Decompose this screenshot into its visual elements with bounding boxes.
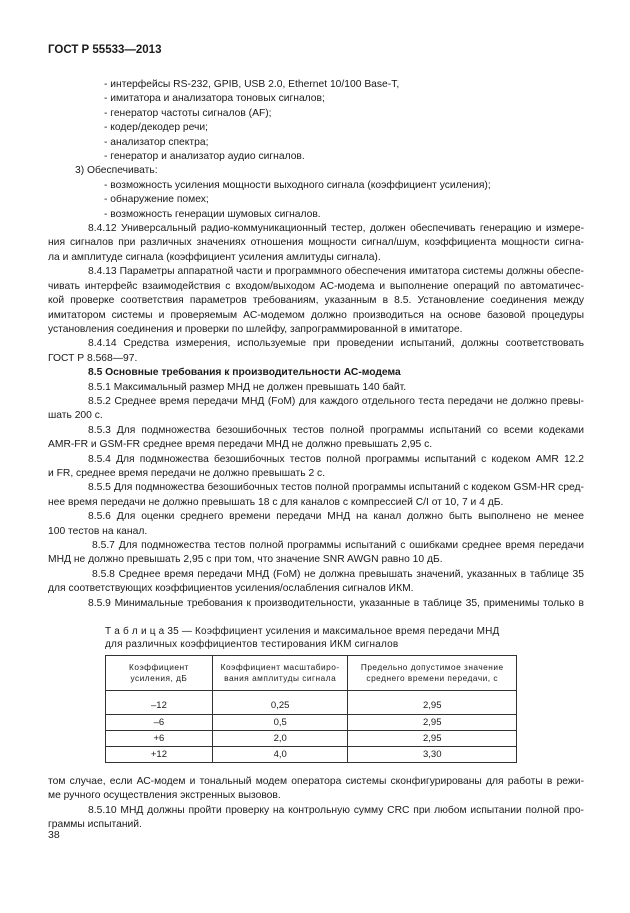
table-cell: 2,95	[348, 731, 517, 747]
paragraph-line: 100 тестов на канал.	[48, 525, 148, 537]
paragraph-line: кой проверке соответствия параметров требованиям, указанным в 8.5. Установление соединения между	[48, 295, 584, 307]
table-row	[106, 691, 517, 715]
table-cell: 2,95	[348, 691, 517, 715]
table-cell: 0,5	[212, 715, 348, 731]
paragraph-line: 8.5.9 Минимальные требования к производительности, указанные в таблице 35, применимы только в	[88, 597, 584, 609]
table-caption-line: Т а б л и ц а 35 — Коэффициент усиления и максимальное время передачи МНД	[105, 626, 500, 638]
table-caption	[48, 625, 584, 651]
paragraph-line: 8.5.10 МНД должны пройти проверку на контрольную сумму CRC при любом испытании полной про-	[88, 804, 584, 816]
body-text	[48, 78, 584, 833]
table-caption-line: для различных коэффициентов тестирования ИКМ сигналов	[105, 639, 399, 651]
paragraph-line: 8.5.4 Для подмножества безошибочных тестов полной программы испытаний с кодеком AMR 12.2	[88, 453, 584, 465]
list-item: - генератор и анализатор аудио сигналов.	[104, 151, 305, 163]
table-cell: 3,30	[348, 747, 517, 763]
list-item: - обнаружение помех;	[104, 194, 209, 206]
table-row	[106, 715, 517, 731]
paragraph-line: и FR, среднее время передачи не должно превышать 2 с.	[48, 467, 326, 479]
paragraph-line: 8.5.6 Для оценки среднего времени передачи МНД на канал должно быть выполнено не менее	[88, 511, 584, 523]
paragraph-line: для соответствующих коэффициентов усиления/ослабления сигналов ИКМ.	[48, 583, 414, 595]
column-header-gain: Коэффициент усиления, дБ	[106, 656, 213, 691]
paragraph-line: шать 200 с.	[48, 410, 103, 422]
table-header-row	[106, 656, 517, 691]
paragraph-line: установления соединения и проверки по шлейфу, запрограммированной в имитаторе.	[48, 323, 463, 335]
table-row	[106, 731, 517, 747]
paragraph-line: 8.5.5 Для подмножества безошибочных тестов полной программы испытаний с кодеком GSM-HR сред-	[88, 482, 584, 494]
paragraph-line: 8.4.13 Параметры аппаратной части и программного обеспечения имитатора системы должны обеспе-	[88, 266, 584, 278]
list-item: - интерфейсы RS-232, GPIB, USB 2.0, Ethernet 10/100 Base-T,	[104, 79, 400, 90]
paragraph-line: имитатором системы и проверяемым АС-модемом должно производиться на основе базовой процедуры	[48, 309, 584, 321]
paragraph-line: МНД не должно превышать 2,95 с при том, что значение SNR AWGN равно 10 дБ.	[48, 554, 443, 566]
list-item: - имитатора и анализатора тоновых сигналов;	[104, 93, 325, 105]
list-item: - генератор частоты сигналов (AF);	[104, 107, 272, 119]
paragraph-line: 8.5.8 Среднее время передачи МНД (FoM) не должна превышать значений, указанных в таблице 35	[92, 568, 584, 580]
table-cell: –12	[106, 691, 213, 715]
list-item: - возможность генерации шумовых сигналов.	[104, 208, 321, 220]
paragraph-line: граммы испытаний.	[48, 819, 142, 831]
table-cell: –6	[106, 715, 213, 731]
paragraph-line: 8.5.7 Для подмножества тестов полной программы испытаний с ошибками среднее время передачи	[92, 540, 584, 551]
table-35	[105, 655, 517, 763]
paragraph-line: 8.5.3 Для подмножества безошибочных тестов полной программы испытаний со всеми кодеками	[88, 424, 584, 436]
paragraph-line: ла и амплитуде сигнала (коэффициент усиления амлитуды сигнала).	[48, 251, 381, 263]
table-cell: 0,25	[212, 691, 348, 715]
paragraph-line: ме ручного осуществления экстренных вызовов.	[48, 790, 281, 802]
table-cell: +12	[106, 747, 213, 763]
list-heading: 3) Обеспечивать:	[75, 165, 158, 177]
column-header-scaling: Коэффициент масштабиро- вания амплитуды сигнала	[212, 656, 348, 691]
paragraph-line: 8.4.12 Универсальный радио-коммуникационный тестер, должен обеспечивать генерацию и измере-	[88, 223, 584, 235]
table-cell: 2,95	[348, 715, 517, 731]
table-cell: 2,0	[212, 731, 348, 747]
paragraph-line: том случае, если АС-модем и тональный модем оператора системы сконфигурированы для работы в режи-	[48, 776, 584, 788]
paragraph-line: нее время передачи не должно превышать 18 с для каналов с компрессией C/I от 10, 7 и 4 дБ.	[48, 496, 504, 508]
table-cell: +6	[106, 731, 213, 747]
section-heading: 8.5 Основные требования к производительности АС-модема	[88, 367, 401, 379]
column-header-max-time: Предельно допустимое значение среднего времени передачи, с	[348, 656, 517, 691]
page-number: 38	[48, 829, 60, 841]
list-item: - возможность усиления мощности выходного сигнала (коэффициент усиления);	[104, 179, 491, 191]
paragraph-line: 8.5.2 Среднее время передачи МНД (FoM) для каждого отдельного теста передачи не должно превы-	[88, 395, 584, 407]
paragraph-line: 8.4.14 Средства измерения, используемые при проведении испытаний, должны соответствовать	[88, 338, 584, 350]
list-item: - анализатор спектра;	[104, 136, 209, 148]
paragraph-line: AMR-FR и GSM-FR среднее время передачи МНД не должно превышать 2,95 с.	[48, 439, 433, 451]
paragraph-line: 8.5.1 Максимальный размер МНД не должен превышать 140 байт.	[88, 381, 407, 393]
table-row	[106, 747, 517, 763]
paragraph-line: ния сигналов при различных значениях отношения мощности сигнал/шум, коэффициента мощности сигна-	[48, 237, 584, 249]
list-item: - кодер/декодер речи;	[104, 122, 208, 134]
paragraph-line: ГОСТ Р 8.568—97.	[48, 352, 138, 364]
document-code-header: ГОСТ Р 55533—2013	[48, 44, 162, 56]
paragraph-line: чивать интерфейс взаимодействия с входом/выходом АС-модема и выполнение операций по автоматичес-	[48, 280, 584, 292]
table-cell: 4,0	[212, 747, 348, 763]
